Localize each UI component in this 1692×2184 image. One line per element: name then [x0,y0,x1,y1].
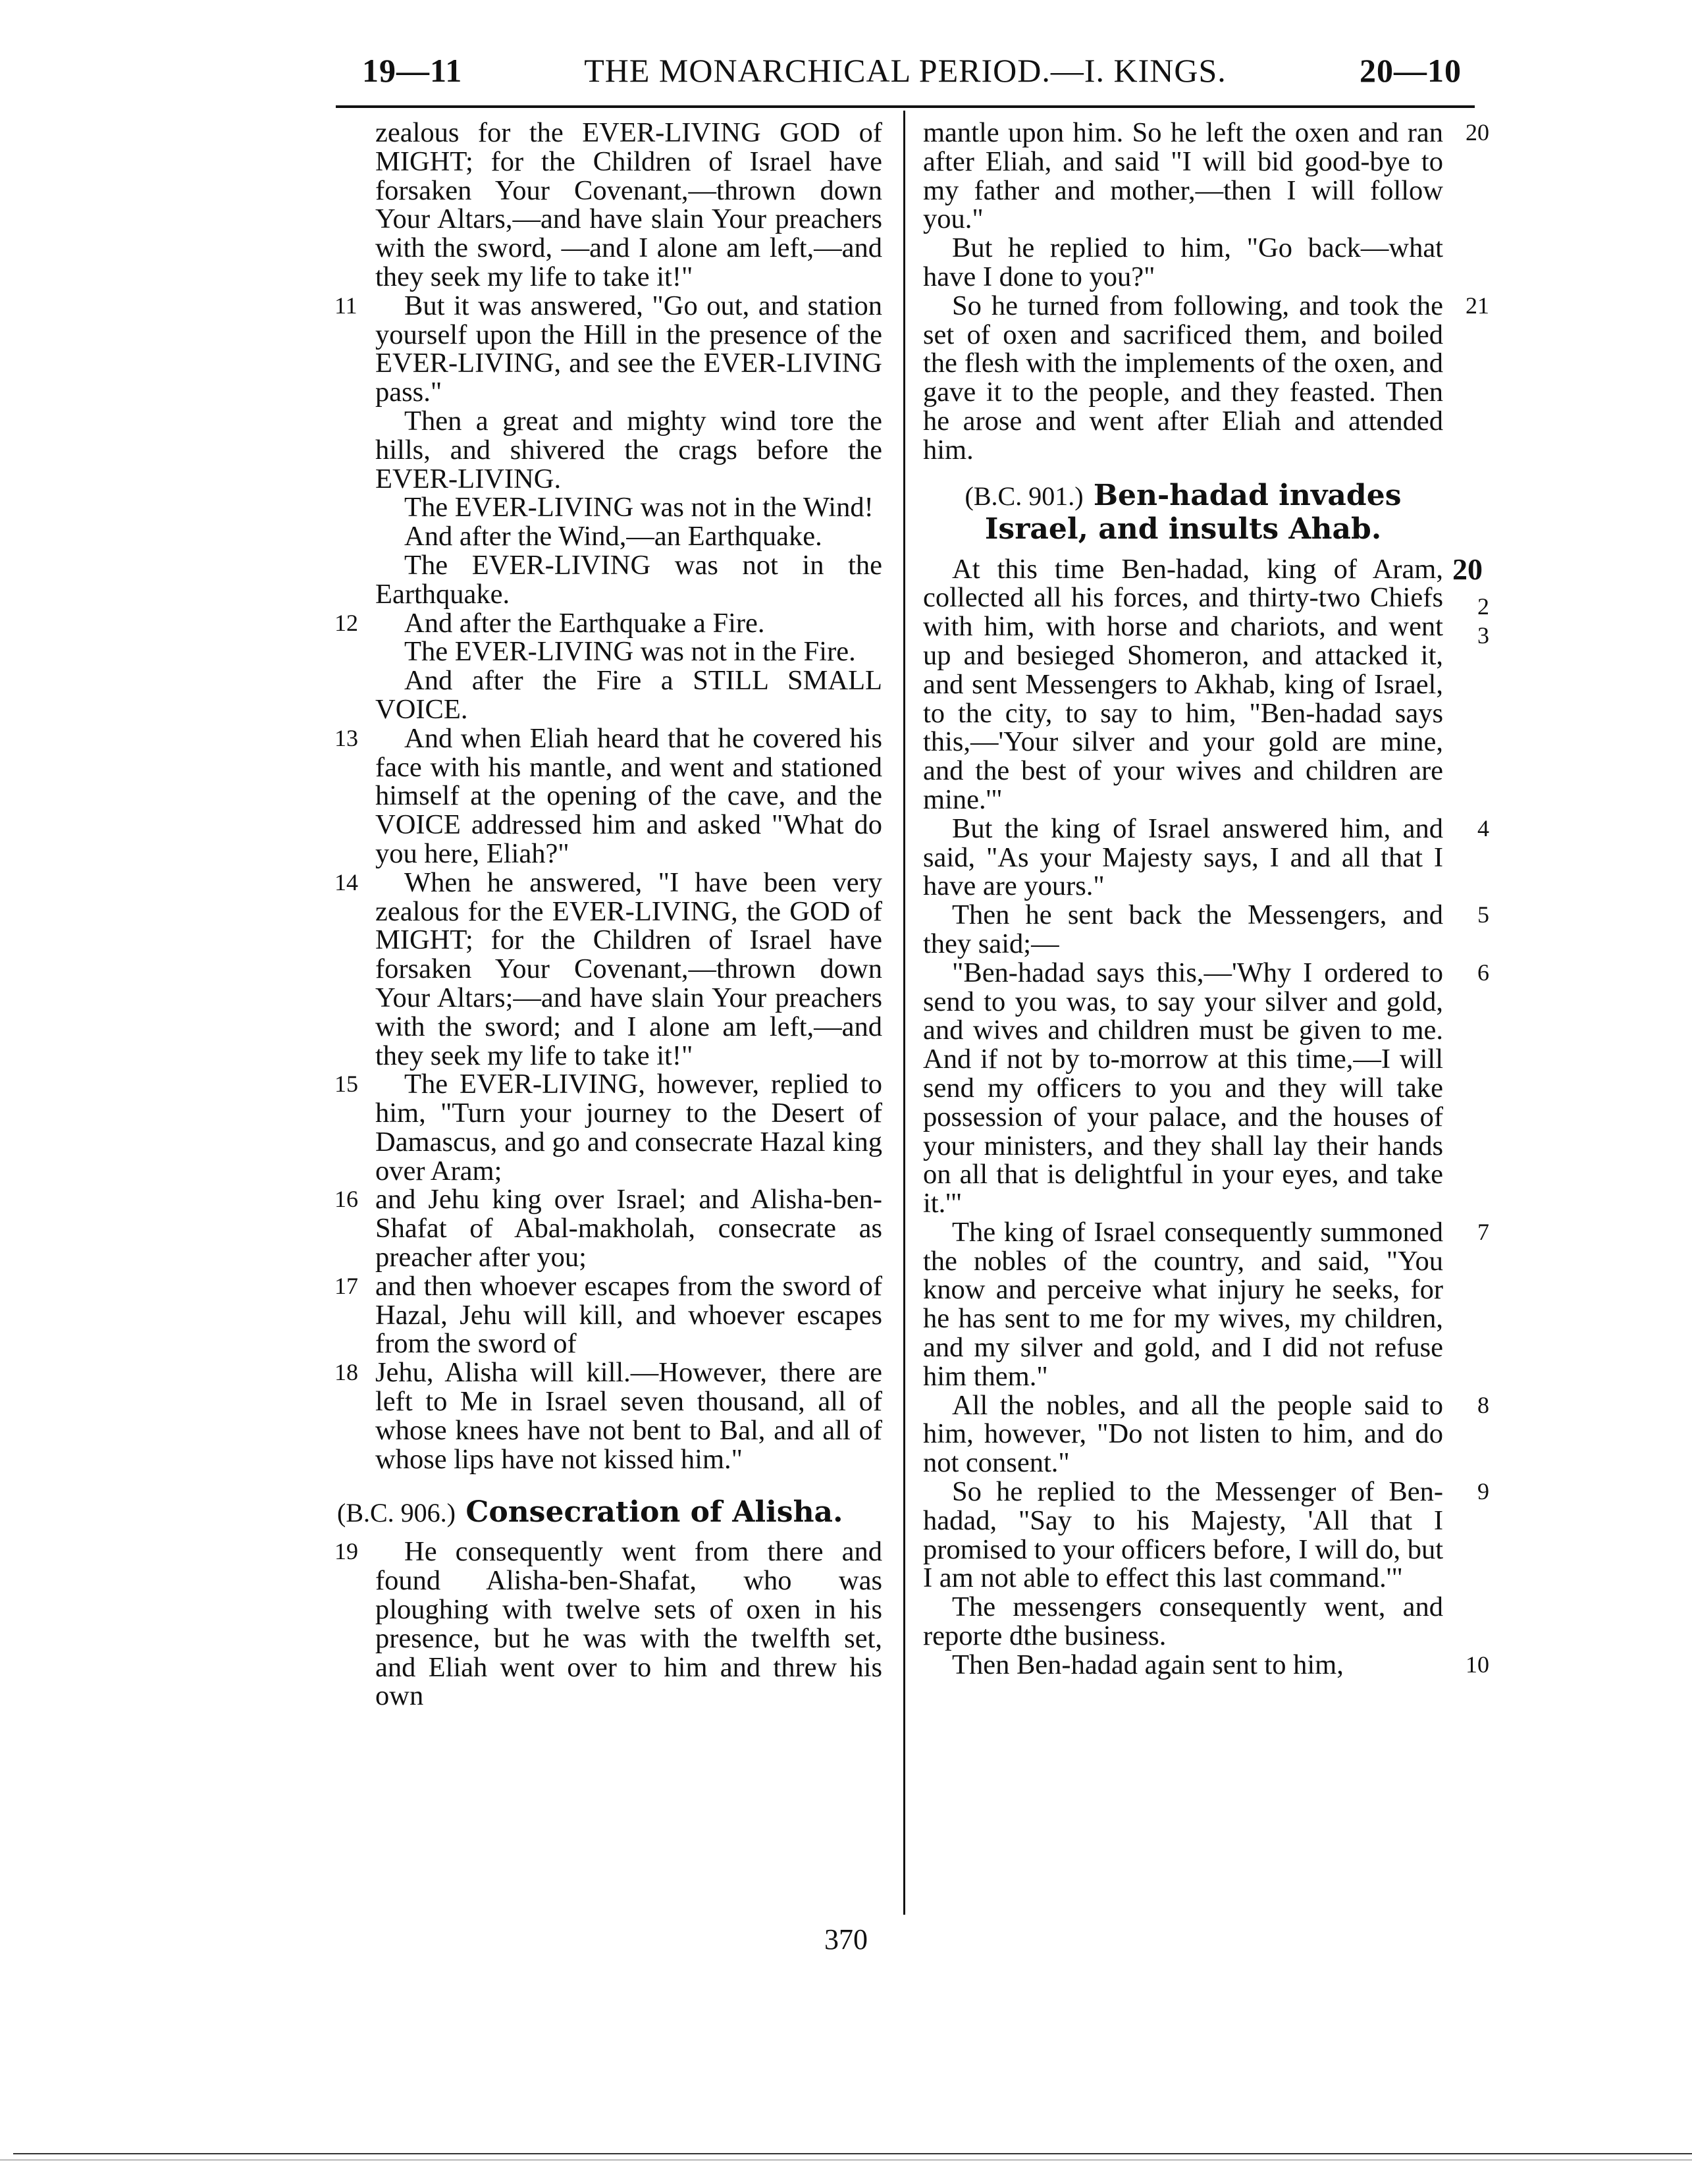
verse-paragraph [375,119,882,292]
verse-text: All the nobles, and all the people said to him, however, "Do not listen to him, and do not consent." [923,1389,1443,1479]
section-heading-ben-hadad [923,479,1443,546]
verse-number: 10 [1466,1651,1489,1678]
verse-paragraph [334,607,882,639]
verse-text: And after the Wind,—an Earthquake. [404,521,822,552]
section-title: Ben-hadad invades Israel, and insults Ahab. [984,478,1402,546]
verse-paragraph [334,1069,882,1186]
verse-number: 5 [1477,901,1489,928]
header-rule [336,105,1475,108]
verse-paragraph [923,812,1489,902]
verse-text: Then Ben-hadad again sent to him, [952,1649,1344,1680]
verse-number: 12 [334,609,358,636]
section-title: Consecration of Alisha. [465,1495,843,1530]
verse-number: 2 [1477,593,1489,620]
verse-paragraph [923,957,1489,1219]
header-right-reference: 20—10 [1360,52,1462,89]
verse-text: "Ben-hadad says this,—'Why I ordered to send to you was, to say your silver and gold, and wives and children must be given to me. And if not by to-morrow at this time,—I will send my officers to you and they will take possession of your palace, and the houses of your ministers, and they shall lay their hands on all that is delightful in your eyes, and take it.'" [923,957,1443,1219]
verse-number: 8 [1477,1391,1489,1418]
verse-number: 14 [334,868,358,895]
page-number: 370 [824,1923,868,1956]
verse-text: And when Eliah heard that he covered his face with his mantle, and went and stationed himself at the opening of the cave, and the VOICE addressed him and asked "What do you here, Eliah?" [375,722,882,869]
verse-number: 7 [1477,1218,1489,1245]
verse-number: 15 [334,1071,358,1098]
verse-number: 4 [1477,814,1489,841]
verse-paragraph [334,1184,882,1273]
verse-number: 18 [334,1359,358,1386]
verse-number: 21 [1466,292,1489,319]
verse-number: 16 [334,1186,358,1213]
verse-number: 11 [334,292,357,319]
verse-number: 9 [1477,1478,1489,1505]
verse-paragraph [923,1649,1489,1680]
verse-paragraph [375,637,882,666]
verse-text: The EVER-LIVING was not in the Earthquake. [375,549,882,610]
verse-paragraph [334,1536,882,1712]
verse-paragraph [375,493,882,522]
chapter-number: 20 [1452,552,1483,586]
verse-text: The messengers consequently went, and reporte dthe business. [923,1591,1443,1652]
verse-text: But the king of Israel answered him, and said, "As your Majesty says, I and all that I have are yours." [923,812,1443,902]
verse-text: The king of Israel consequently summoned the nobles of the country, and said, "You know and perceive what injury he seeks, for he has sent to me for my wives, my children, and my silver and gold, and I did not refuse him them." [923,1216,1443,1392]
bottom-rule [13,2153,1692,2154]
verse-text: and then whoever escapes from the sword of Hazal, Jehu will kill, and whoever escapes from the sword of [375,1270,882,1360]
verse-text: Jehu, Alisha will kill.—However, there are left to Me in Israel seven thousand, all of whose knees have not bent to Bal, and all of whose lips have not kissed him." [375,1357,882,1475]
section-heading-consecration [337,1496,882,1530]
verse-paragraph [923,234,1443,292]
column-divider [903,111,905,1915]
verse-paragraph [375,551,882,609]
verse-number: 13 [334,724,358,751]
verse-text: Then he sent back the Messengers, and they said;— [923,899,1443,959]
verse-number: 3 [1477,622,1489,649]
verse-text: At this time Ben-hadad, king of Aram, collected all his forces, and thirty-two Chiefs with him, with horse and chariots, and went up and besieged Shomeron, and attacked it, and sent Messengers to Akhab, king of Israel, to the city, to say to him, "Ben-hadad says this,—'Your silver and your gold are mine, and the best of your wives and children are mine.'" [923,553,1443,815]
verse-text: So he replied to the Messenger of Ben-hadad, "Say to his Majesty, 'All that I promised to your officers before, I will do, but I am not able to effect this last command.'" [923,1476,1444,1594]
verse-text: But it was answered, "Go out, and station yourself upon the Hill in the presence of the EVER-LIVING, and see the EVER-LIVING pass." [375,290,882,408]
verse-text: So he turned from following, and took the set of oxen and sacrificed them, and boiled the flesh with the implements of the oxen, and gave it to the people, and they feasted. Then he arose and went after Eliah and attended him. [923,290,1443,466]
section-date: (B.C. 901.) [965,481,1084,511]
verse-paragraph [334,290,882,408]
verse-text: zealous for the EVER-LIVING GOD of MIGHT; for the Children of Israel have forsaken Your Covenant,—thrown down Your Altars,—and have slain Your preachers with the sword, —and I alone am left,—and they seek my life to take it!" [375,117,882,292]
right-column [923,117,1489,1680]
verse-paragraph [923,1389,1489,1479]
verse-paragraph [334,1270,882,1360]
left-column [334,117,882,1712]
left-column-body-continued [334,1536,882,1712]
verse-text: Then a great and mighty wind tore the hills, and shivered the crags before the EVER-LIVING. [375,405,882,494]
header-title: THE MONARCHICAL PERIOD.—I. KINGS. [584,52,1227,89]
verse-number: 20 [1466,119,1489,146]
right-column-body [923,117,1489,466]
verse-paragraph [375,666,882,724]
right-column-body-continued [923,552,1489,1680]
verse-text: But he replied to him, "Go back—what have I done to you?" [923,232,1443,292]
verse-text: And after the Fire a STILL SMALL VOICE. [375,665,882,725]
verse-paragraph [923,1476,1489,1594]
verse-text: The EVER-LIVING was not in the Fire. [404,636,856,668]
verse-number: 17 [334,1272,358,1299]
verse-paragraph [923,899,1489,959]
verse-paragraph [923,552,1483,815]
verse-paragraph [923,290,1489,466]
verse-paragraph [375,522,882,551]
verse-paragraph [375,407,882,493]
verse-paragraph [923,1216,1489,1392]
verse-text: When he answered, "I have been very zealous for the EVER-LIVING, the GOD of MIGHT; for the Children of Israel have forsaken Your Covenant,—thrown down Your Altars;—and have slain Your preachers with the sword; and I alone am left,—and they seek my life to take it!" [375,866,882,1071]
verse-text: The EVER-LIVING was not in the Wind! [404,492,874,523]
verse-text: and Jehu king over Israel; and Alisha-ben-Shafat of Abal-makholah, consecrate as preacher after you; [375,1184,882,1273]
verse-text: mantle upon him. So he left the oxen and ran after Eliah, and said "I will bid good-bye to my father and mother,—then I will follow you." [923,117,1443,235]
left-column-body [334,117,882,1475]
verse-number: 19 [334,1538,358,1565]
verse-paragraph [923,117,1489,235]
running-header [336,46,1475,99]
section-date: (B.C. 906.) [337,1498,456,1528]
verse-text: The EVER-LIVING, however, replied to him, "Turn your journey to the Desert of Damascus, and go and consecrate Hazal king over Aram; [375,1069,882,1186]
verse-paragraph [923,1593,1443,1651]
verse-text: He consequently went from there and found Alisha-ben-Shafat, who was ploughing with twelve sets of oxen in his presence, but he was with the twelfth set, and Eliah went over to him and threw his own [375,1536,882,1712]
header-left-reference: 19—11 [362,52,463,89]
verse-paragraph [334,722,882,869]
verse-text: And after the Earthquake a Fire. [404,607,765,639]
verse-paragraph [334,866,882,1071]
verse-number: 6 [1477,959,1489,986]
verse-paragraph [334,1357,882,1475]
